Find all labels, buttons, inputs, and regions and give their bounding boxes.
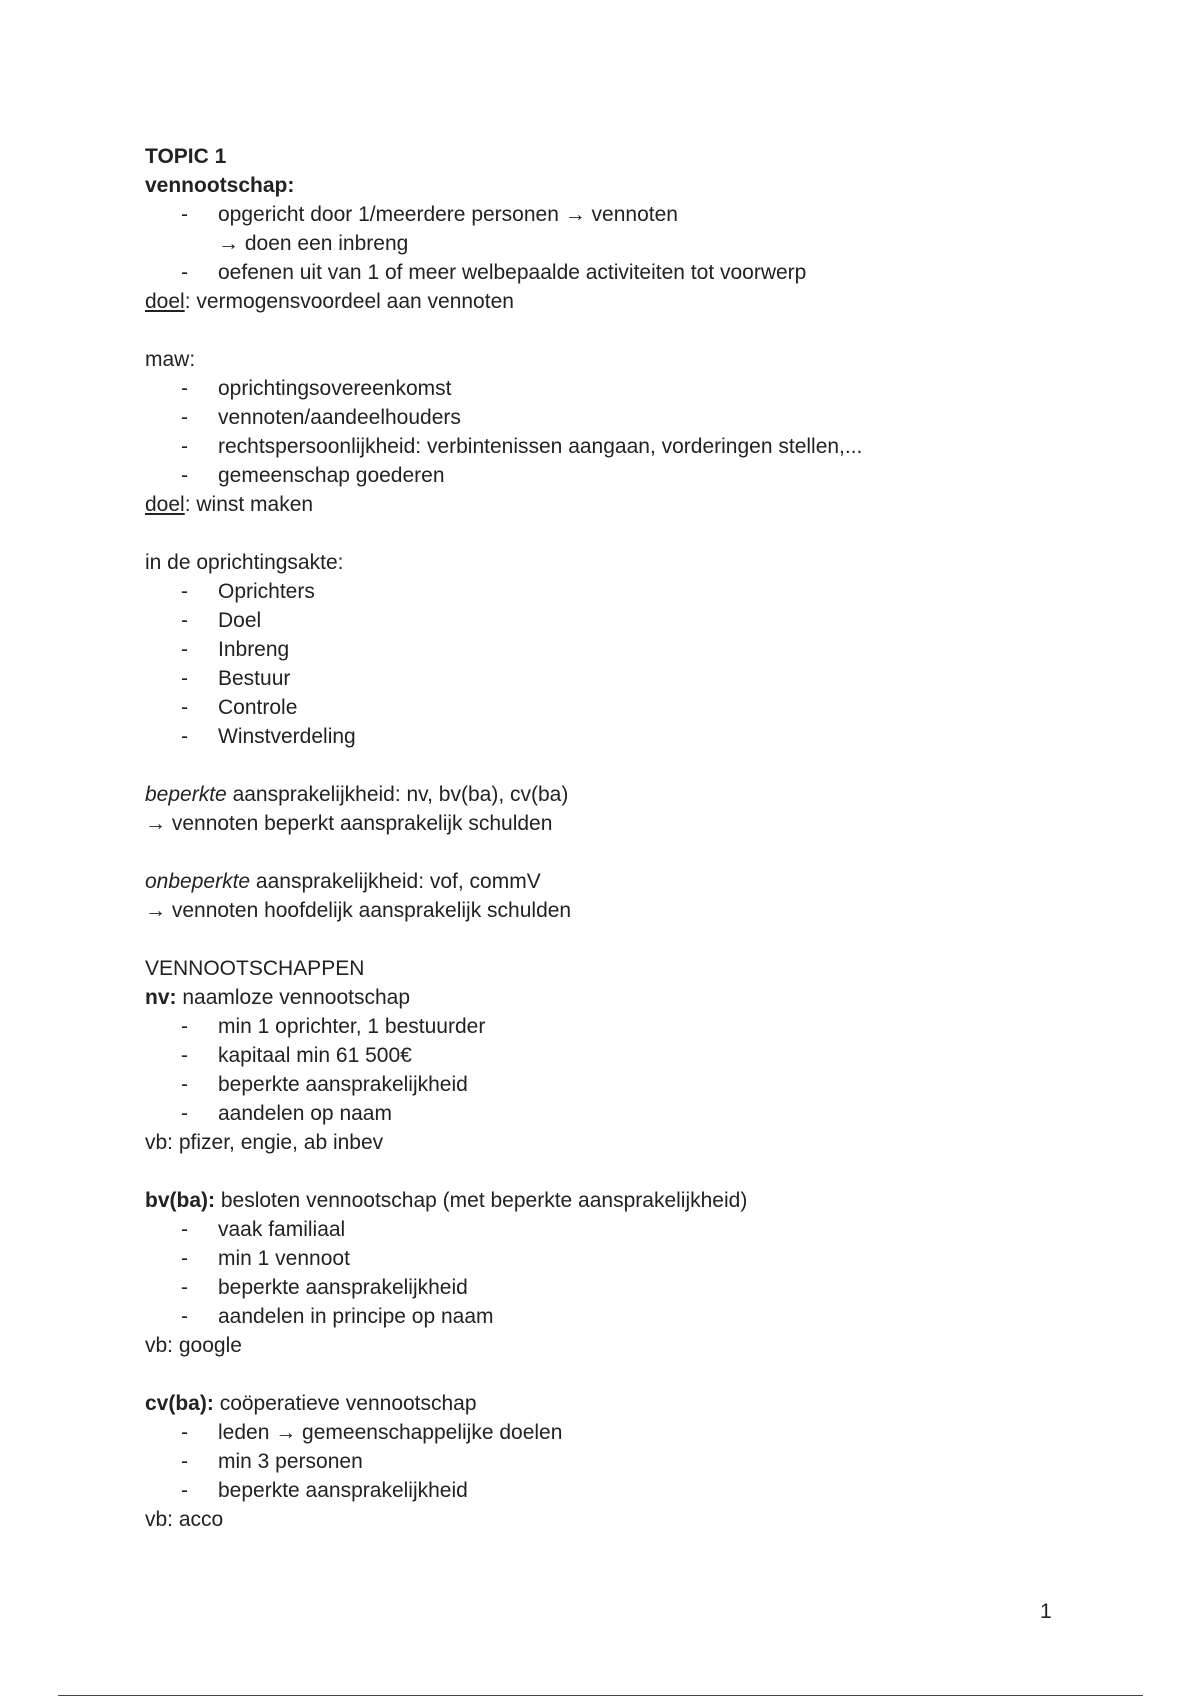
list-item: - Bestuur	[181, 667, 291, 690]
list-item: - oefenen uit van 1 of meer welbepaalde activiteiten tot voorwerp	[181, 261, 807, 284]
list-item: - kapitaal min 61 500€	[181, 1044, 412, 1067]
onbeperkt-line: onbeperkte aansprakelijkheid: vof, commV	[145, 870, 541, 893]
topic-title: TOPIC 1	[145, 145, 227, 168]
document-body	[145, 142, 1105, 1534]
beperkt-line: beperkte aansprakelijkheid: nv, bv(ba), cv(ba)	[145, 783, 569, 806]
akte-heading: in de oprichtingsakte:	[145, 551, 344, 574]
nv-example: vb: pfizer, engie, ab inbev	[145, 1131, 384, 1154]
bv-example: vb: google	[145, 1334, 242, 1357]
maw-heading: maw:	[145, 348, 196, 371]
list-item: - gemeenschap goederen	[181, 464, 445, 487]
vennootschappen-heading: VENNOOTSCHAPPEN	[145, 957, 365, 980]
cv-example: vb: acco	[145, 1508, 224, 1531]
list-item: - Oprichters	[181, 580, 315, 603]
goal-line: doel: winst maken	[145, 493, 314, 516]
list-item: - opgericht door 1/meerdere personen → vennoten	[181, 203, 678, 226]
beperkt-note: → vennoten beperkt aansprakelijk schulden	[145, 812, 553, 835]
page-number: 1	[1040, 1600, 1052, 1623]
vennootschap-heading: vennootschap:	[145, 174, 295, 197]
list-item: - beperkte aansprakelijkheid	[181, 1479, 468, 1502]
nv-heading: nv: naamloze vennootschap	[145, 986, 410, 1009]
cv-heading: cv(ba): coöperatieve vennootschap	[145, 1392, 477, 1415]
list-item: - min 1 vennoot	[181, 1247, 350, 1270]
goal-line: doel: vermogensvoordeel aan vennoten	[145, 290, 514, 313]
list-item: - oprichtingsovereenkomst	[181, 377, 452, 400]
list-item-continuation: → doen een inbreng	[218, 232, 409, 255]
footer-divider	[58, 1695, 1143, 1696]
list-item: - beperkte aansprakelijkheid	[181, 1276, 468, 1299]
list-item: - vennoten/aandeelhouders	[181, 406, 461, 429]
bv-heading: bv(ba): besloten vennootschap (met beperkte aansprakelijkheid)	[145, 1189, 748, 1212]
list-item: - Inbreng	[181, 638, 290, 661]
list-item: - Doel	[181, 609, 262, 632]
list-item: - rechtspersoonlijkheid: verbintenissen aangaan, vorderingen stellen,...	[181, 435, 863, 458]
list-item: - aandelen op naam	[181, 1102, 392, 1125]
list-item: - aandelen in principe op naam	[181, 1305, 494, 1328]
list-item: - beperkte aansprakelijkheid	[181, 1073, 468, 1096]
list-item: - Controle	[181, 696, 298, 719]
list-item: - Winstverdeling	[181, 725, 356, 748]
list-item: - vaak familiaal	[181, 1218, 346, 1241]
onbeperkt-note: → vennoten hoofdelijk aansprakelijk schulden	[145, 899, 572, 922]
list-item: - min 3 personen	[181, 1450, 363, 1473]
list-item: - min 1 oprichter, 1 bestuurder	[181, 1015, 486, 1038]
list-item: - leden → gemeenschappelijke doelen	[181, 1421, 563, 1444]
